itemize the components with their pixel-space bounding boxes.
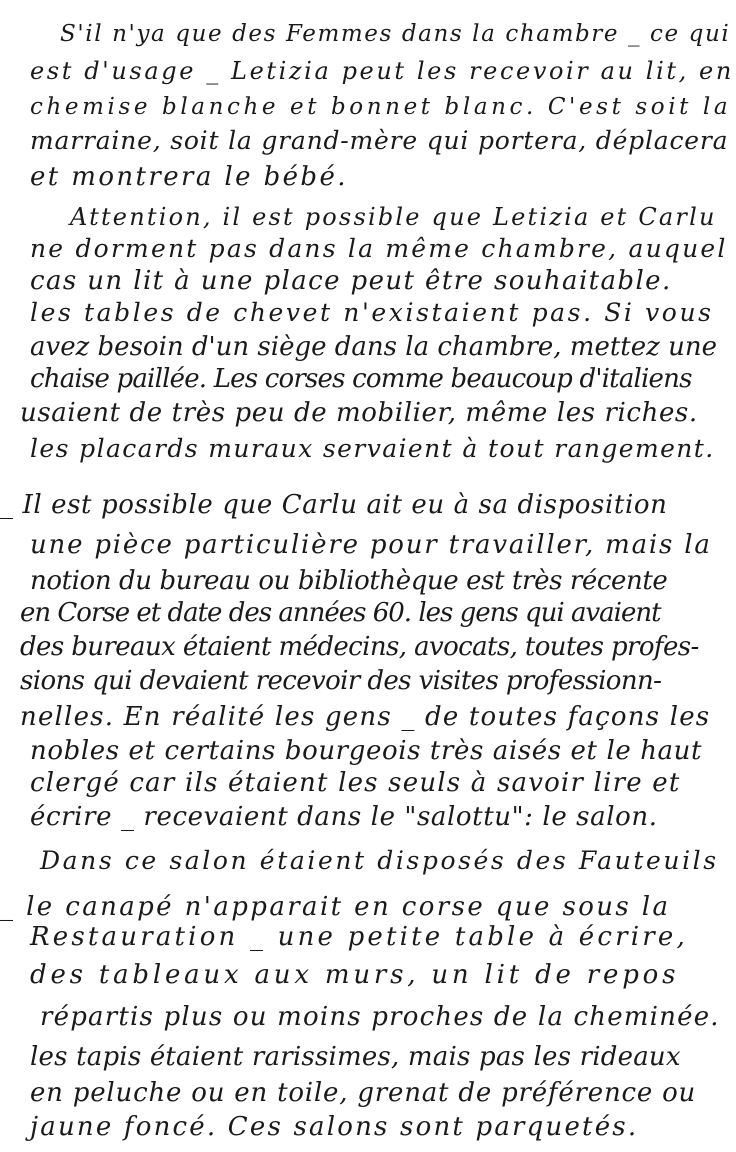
text-line: clergé car ils étaient les seuls à savoir lire et <box>30 768 681 798</box>
text-line: une pièce particulière pour travailler, mais la <box>30 530 712 560</box>
text-line: avez besoin d'un siège dans la chambre, mettez une <box>30 332 717 362</box>
text-line: _ le canapé n'apparait en corse que sous la <box>0 892 671 922</box>
text-line: en Corse et date des années 60. les gens qui avaient <box>20 598 661 628</box>
text-line: en peluche ou en toile, grenat de préférence ou <box>30 1078 697 1108</box>
text-line: marraine, soit la grand-mère qui portera, déplacera <box>30 126 729 155</box>
text-line: les tapis étaient rarissimes, mais pas les rideaux <box>30 1042 681 1072</box>
text-line: _ Il est possible que Carlu ait eu à sa disposition <box>0 490 668 520</box>
text-line: jaune foncé. Ces salons sont parquetés. <box>30 1112 639 1142</box>
text-line: Attention, il est possible que Letizia et Carlu <box>70 203 717 231</box>
text-line: S'il n'ya que des Femmes dans la chambre _ ce qui <box>60 21 731 47</box>
text-line: notion du bureau ou bibliothèque est très récente <box>30 566 668 596</box>
text-line: des bureaux étaient médecins, avocats, toutes profes- <box>20 632 699 662</box>
text-line: est d'usage _ Letizia peut les recevoir au lit, en <box>30 57 734 85</box>
text-line: Dans ce salon étaient disposés des Fauteuils <box>40 846 719 875</box>
text-line: écrire _ recevaient dans le "salottu": le salon. <box>30 802 658 832</box>
text-line: nobles et certains bourgeois très aisés et le haut <box>30 736 703 766</box>
text-line: nelles. En réalité les gens _ de toutes façons les <box>20 702 711 732</box>
text-line: cas un lit à une place peut être souhaitable. <box>30 266 672 296</box>
text-line: des tableaux aux murs, un lit de repos <box>30 960 680 990</box>
text-line: et montrera le bébé. <box>30 162 348 192</box>
text-line: les placards muraux servaient à tout rangement. <box>30 434 715 463</box>
text-line: ne dorment pas dans la même chambre, auquel <box>30 234 728 263</box>
text-line: les tables de chevet n'existaient pas. Si vous <box>30 298 714 327</box>
text-line: répartis plus ou moins proches de la cheminée. <box>40 1002 720 1032</box>
text-line: Restauration _ une petite table à écrire, <box>30 922 688 952</box>
text-line: usaient de très peu de mobilier, même les riches. <box>20 398 698 428</box>
text-line: chaise paillée. Les corses comme beaucoup d'italiens <box>30 364 692 394</box>
text-line: chemise blanche et bonnet blanc. C'est soit la <box>30 94 732 120</box>
text-line: sions qui devaient recevoir des visites professionn- <box>20 666 662 696</box>
